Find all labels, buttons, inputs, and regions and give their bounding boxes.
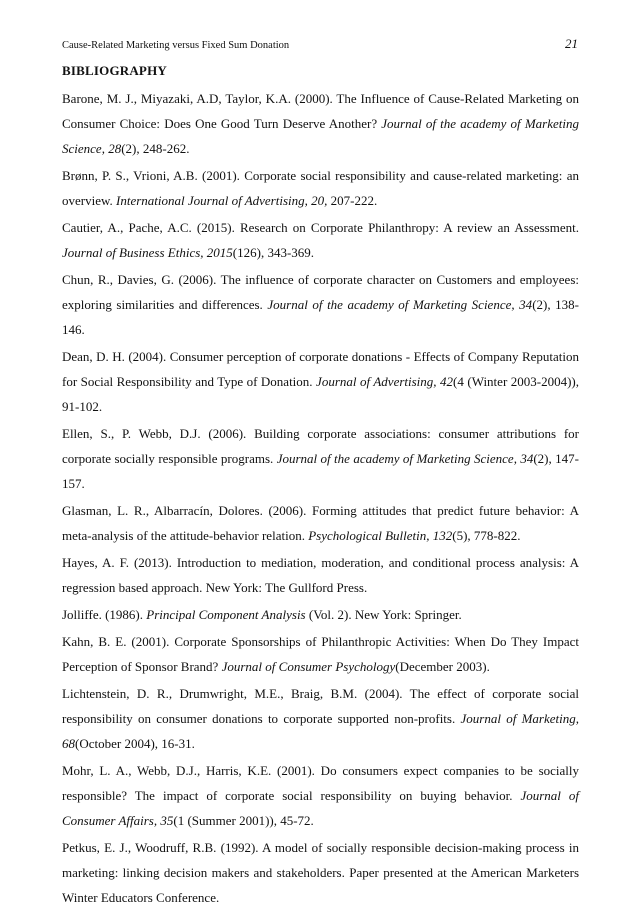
reference-item: Brønn, P. S., Vrioni, A.B. (2001). Corporate social responsibility and cause-related marketing: an overview. International Journal of Advertising, 20, 207-222. [62, 168, 579, 208]
page-number: 21 [565, 36, 578, 51]
bibliography-heading: BIBLIOGRAPHY [62, 63, 167, 78]
reference-item: Jolliffe. (1986). Principal Component Analysis (Vol. 2). New York: Springer. [62, 607, 462, 622]
reference-item: Mohr, L. A., Webb, D.J., Harris, K.E. (2001). Do consumers expect companies to be socially responsible? The impact of corporate social responsibility on buying behavior. Journal of Consumer Affairs, 35(1 (Summer 2001)), 45-72. [62, 763, 580, 828]
reference-item: Glasman, L. R., Albarracín, Dolores. (2006). Forming attitudes that predict future behavior: A meta-analysis of the attitude-behavior relation. Psychological Bulletin, 132(5), 778-822. [62, 503, 579, 543]
reference-item: Lichtenstein, D. R., Drumwright, M.E., Braig, B.M. (2004). The effect of corporate social responsibility on consumer donations to corporate supported non-profits. Journal of Marketing, 68(October 2004), 16-31. [62, 686, 579, 751]
reference-item: Ellen, S., P. Webb, D.J. (2006). Building corporate associations: consumer attributions for corporate socially responsible programs. Journal of the academy of Marketing Science, 34(2), 147-157. [62, 426, 579, 491]
bibliography-section [62, 60, 579, 912]
running-title: Cause-Related Marketing versus Fixed Sum Donation [62, 40, 290, 51]
reference-item: Kahn, B. E. (2001). Corporate Sponsorships of Philanthropic Activities: When Do They Impact Perception of Sponsor Brand? Journal of Consumer Psychology(December 2003). [62, 634, 579, 674]
page-header [62, 36, 578, 52]
reference-item: Barone, M. J., Miyazaki, A.D, Taylor, K.A. (2000). The Influence of Cause-Related Marketing on Consumer Choice: Does One Good Turn Deserve Another? Journal of the academy of Marketing Science, 28(2), 248-262. [62, 91, 579, 156]
reference-item: Petkus, E. J., Woodruff, R.B. (1992). A model of socially responsible decision-making process in marketing: linking decision makers and stakeholders. Paper presented at the American Marketers Winter Educators Conference. [62, 840, 579, 905]
reference-item: Chun, R., Davies, G. (2006). The influence of corporate character on Customers and employees: exploring similarities and differences. Journal of the academy of Marketing Science, 34(2), 138-146. [62, 272, 579, 337]
reference-item: Hayes, A. F. (2013). Introduction to mediation, moderation, and conditional process analysis: A regression based approach. New York: The Gullford Press. [62, 555, 579, 595]
reference-item: Dean, D. H. (2004). Consumer perception of corporate donations - Effects of Company Reputation for Social Responsibility and Type of Donation. Journal of Advertising, 42(4 (Winter 2003-2004)), 91-102. [62, 349, 580, 414]
reference-item: Cautier, A., Pache, A.C. (2015). Research on Corporate Philanthropy: A review an Assessment. Journal of Business Ethics, 2015(126), 343-369. [62, 220, 579, 260]
